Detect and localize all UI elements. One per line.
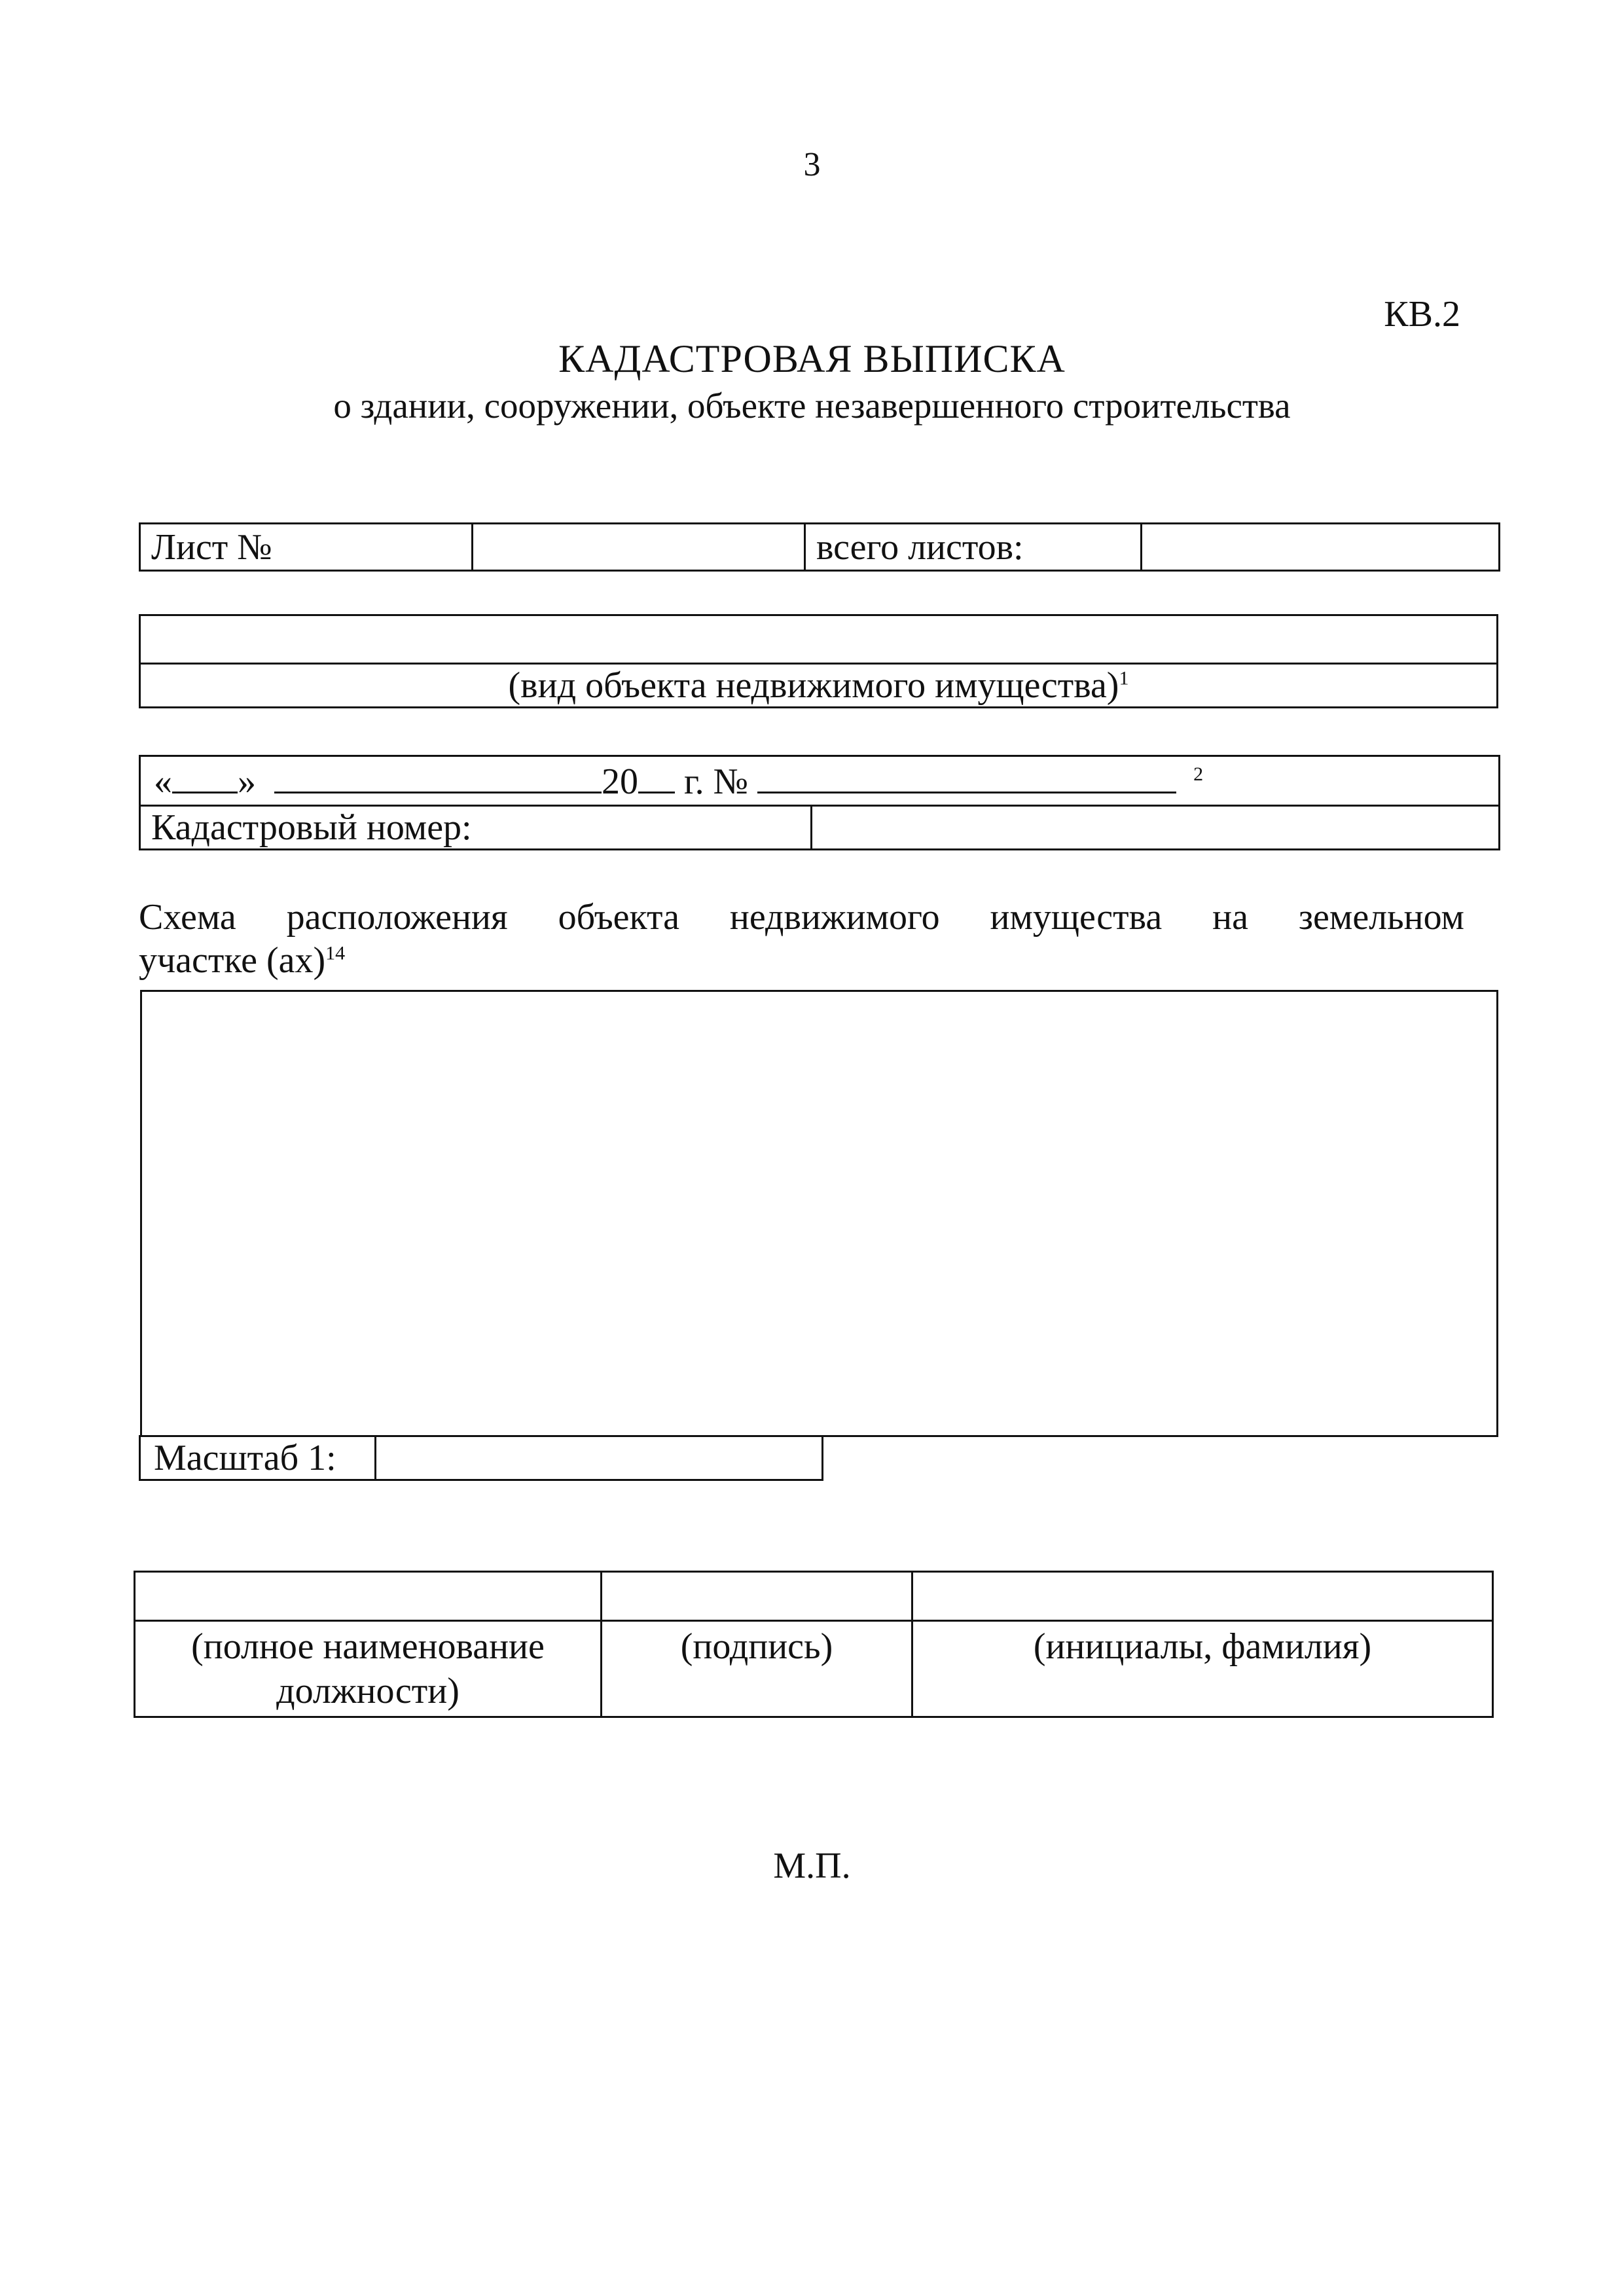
total-sheets-label: всего листов:: [805, 524, 1142, 571]
close-quote: »: [238, 761, 256, 802]
date-row: [140, 756, 1500, 806]
document-title: КАДАСТРОВАЯ ВЫПИСКА: [558, 337, 1066, 380]
scheme-label-line2: участке (ах): [139, 940, 326, 981]
scale-label: Масштаб 1:: [140, 1436, 376, 1480]
total-sheets-field[interactable]: [1142, 524, 1500, 571]
scheme-label: Схема расположения объекта недвижимого имущества на земельном: [139, 897, 1464, 938]
name-caption: (инициалы, фамилия): [912, 1621, 1493, 1717]
form-code: КВ.2: [1384, 294, 1460, 335]
signature-table: [134, 1571, 1494, 1718]
stamp-placeholder: М.П.: [773, 1846, 851, 1886]
page-number: 3: [803, 146, 821, 183]
year-field[interactable]: [638, 759, 675, 793]
footnote-2: 2: [1193, 763, 1204, 786]
scheme-drawing-area[interactable]: [140, 990, 1498, 1437]
year-prefix: 20: [602, 761, 638, 802]
object-type-table: [139, 614, 1498, 708]
scale-field[interactable]: [376, 1436, 823, 1480]
document-number-field[interactable]: [757, 759, 1176, 793]
signature-caption: (подпись): [602, 1621, 912, 1717]
month-field[interactable]: [274, 759, 602, 793]
day-field[interactable]: [172, 759, 238, 793]
open-quote: «: [154, 761, 172, 802]
position-field[interactable]: [135, 1572, 602, 1621]
sheet-number-field[interactable]: [473, 524, 805, 571]
position-caption: (полное наименование должности): [135, 1621, 602, 1717]
signature-field[interactable]: [602, 1572, 912, 1621]
footnote-1: 1: [1119, 667, 1129, 689]
object-type-caption: [140, 664, 1498, 708]
number-label: г. №: [684, 761, 749, 802]
object-type-field[interactable]: [140, 615, 1498, 664]
date-cadastral-table: [139, 755, 1500, 850]
cadastral-number-field[interactable]: [812, 806, 1500, 850]
sheet-info-table: [139, 522, 1500, 572]
object-type-caption-text: (вид объекта недвижимого имущества): [508, 665, 1119, 706]
footnote-14: 14: [325, 942, 346, 964]
scheme-label-continued: [139, 939, 345, 982]
sheet-number-label: Лист №: [140, 524, 473, 571]
scale-table: [139, 1435, 823, 1481]
cadastral-number-label: Кадастровый номер:: [140, 806, 812, 850]
name-field[interactable]: [912, 1572, 1493, 1621]
document-subtitle: о здании, сооружении, объекте незавершенного строительства: [333, 386, 1291, 426]
